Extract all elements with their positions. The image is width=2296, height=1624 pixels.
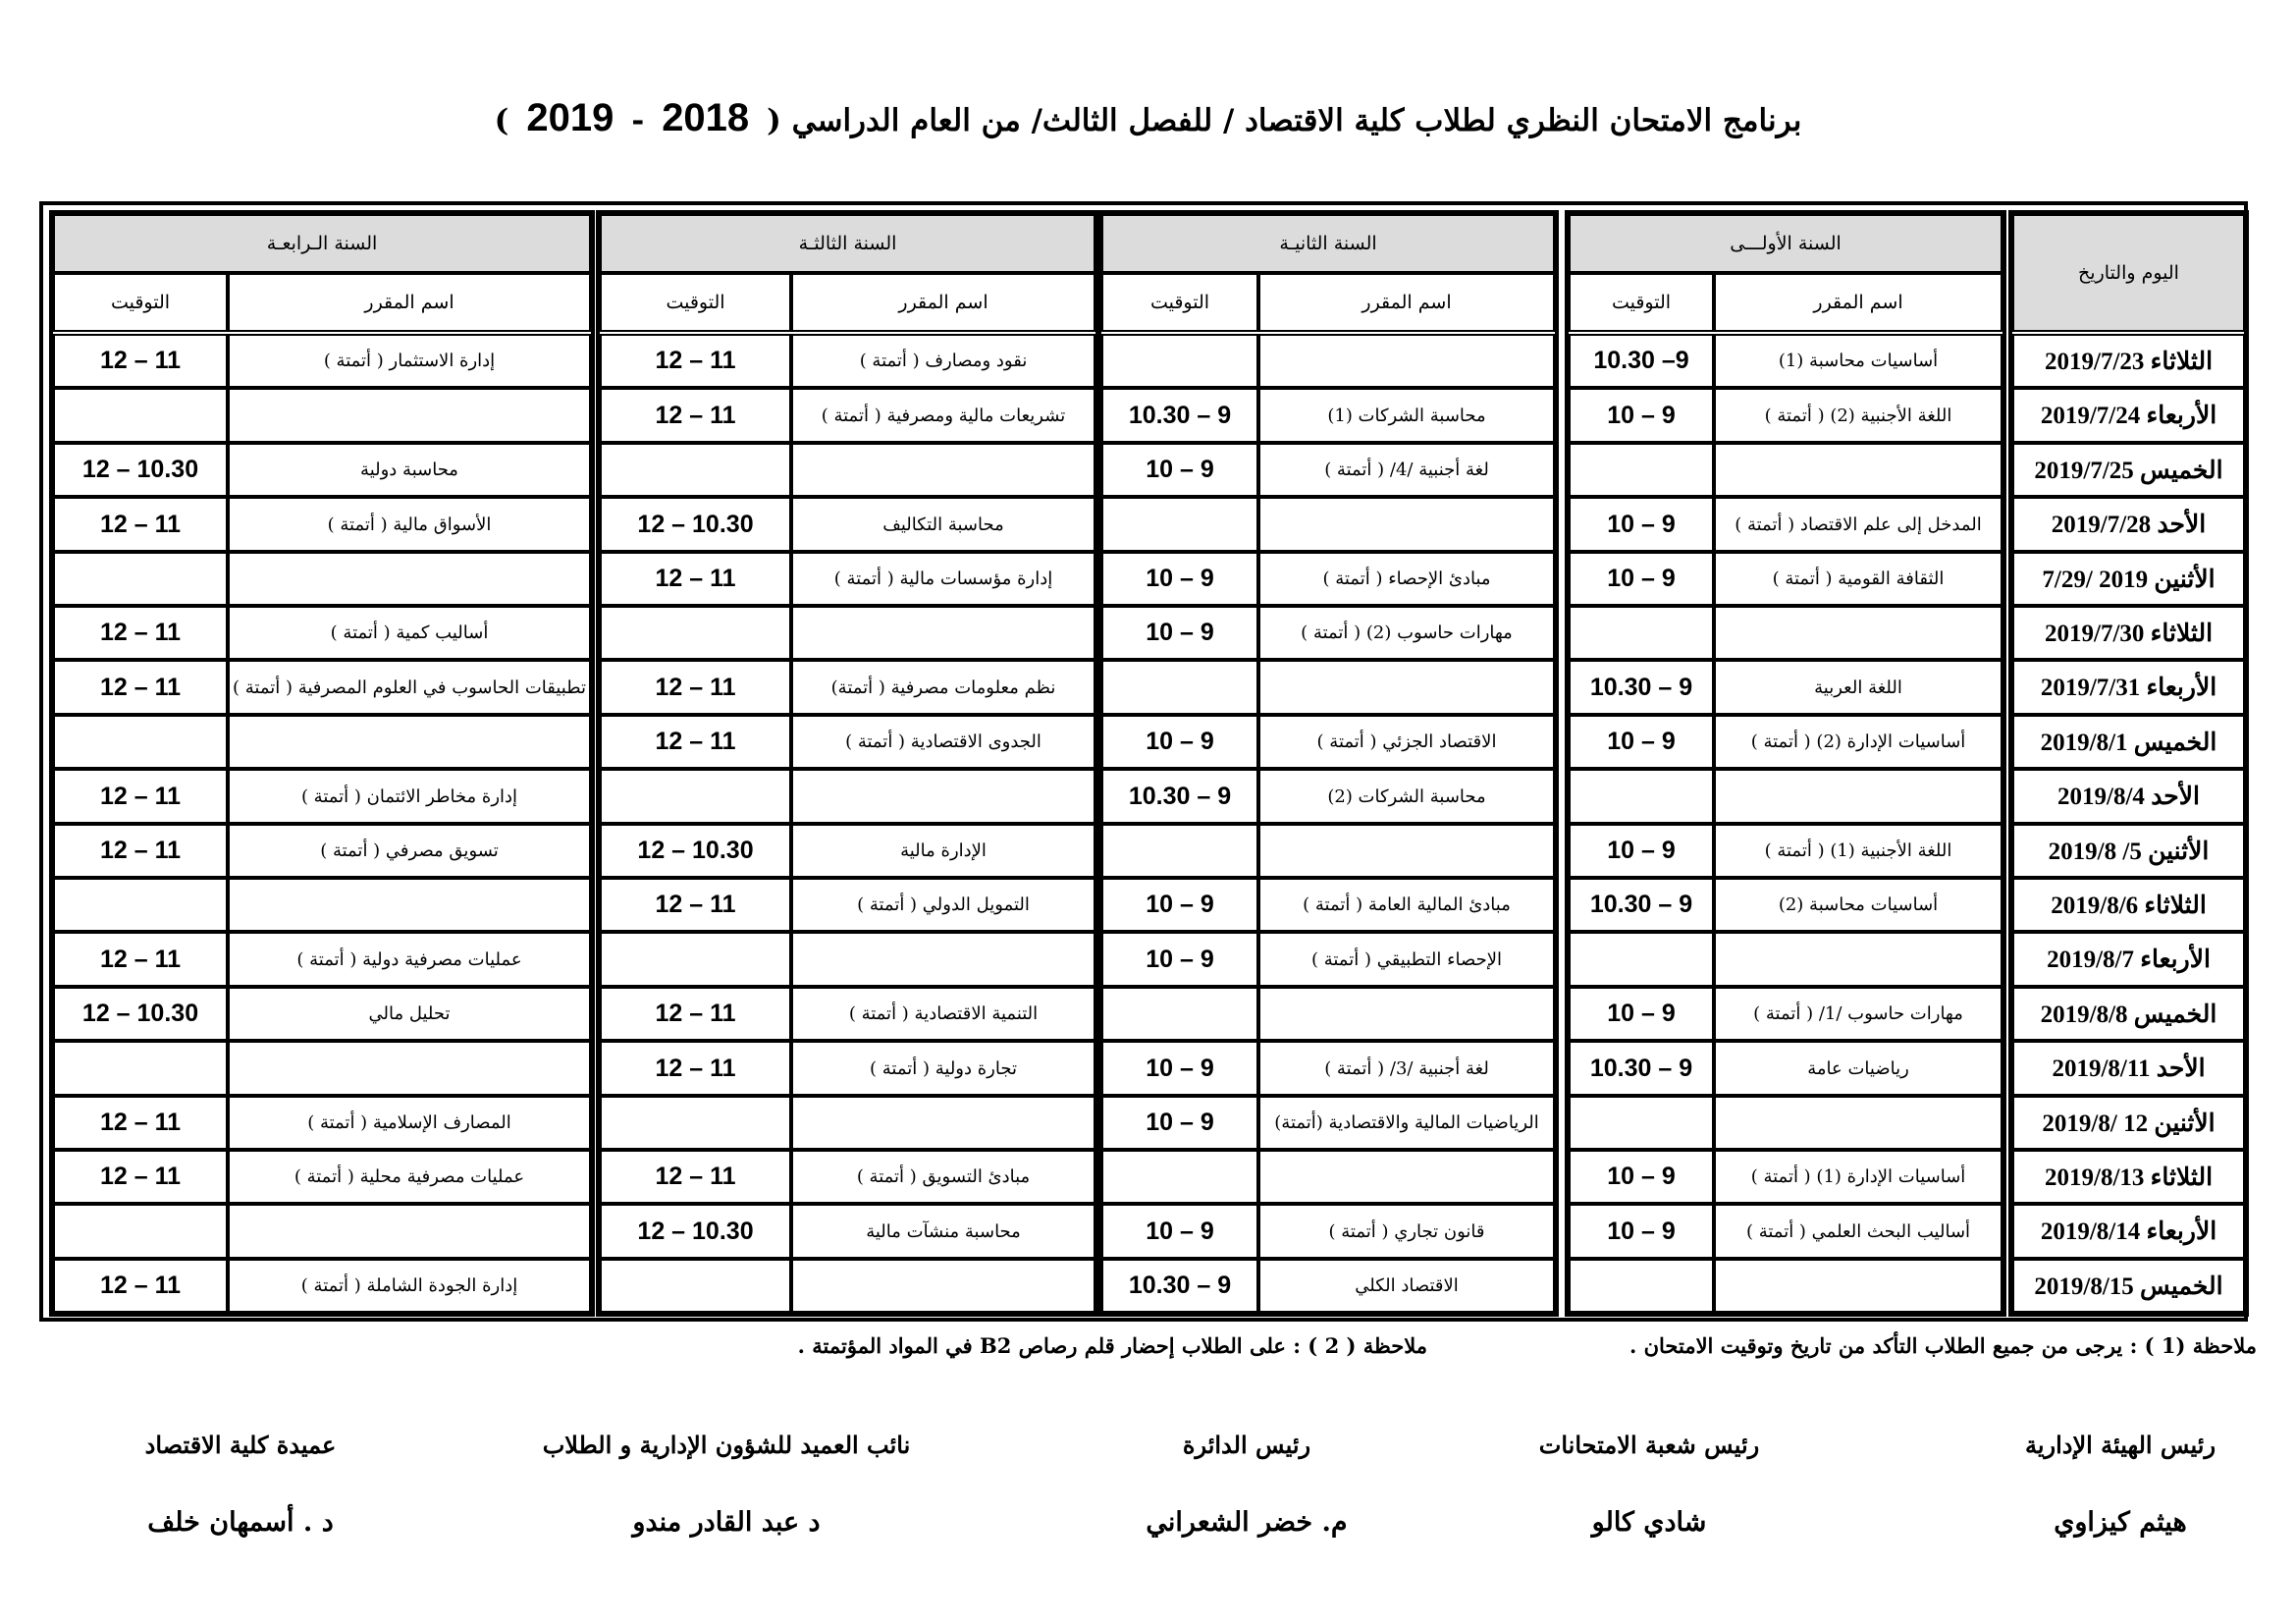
year-1-course-cell (1714, 606, 2002, 660)
signature-name-vice-dean: د عبد القادر مندو (632, 1507, 821, 1538)
year-1-course-cell: اللغة الأجنبية (1) ( أتمتة ) (1714, 824, 2002, 878)
year-2-time-cell: 9 – 10 (1101, 1096, 1258, 1150)
year-1-time-cell (1569, 1096, 1714, 1150)
date-cell: الأحد 2019/8/11 (2012, 1041, 2245, 1096)
year-3-time-cell: 11 – 12 (600, 552, 791, 606)
year-3-course-cell (791, 769, 1095, 824)
year-3-course-cell: الإدارة مالية (791, 824, 1095, 878)
year-4-time-cell: 10.30 – 12 (53, 987, 228, 1041)
year-3-time-cell (600, 606, 791, 660)
year-4-course-cell: إدارة الاستثمار ( أتمتة ) (228, 334, 591, 388)
year-4-course-cell (228, 715, 591, 769)
year-4-time-cell (53, 878, 228, 932)
year-3-time-cell: 11 – 12 (600, 660, 791, 715)
date-cell: الثلاثاء 2019/7/23 (2012, 334, 2245, 388)
year-1-time-cell: 9 – 10 (1569, 1150, 1714, 1204)
year-1-time-cell (1569, 606, 1714, 660)
note-2: ملاحظة ( 2 ) : على الطلاب إحضار قلم رصاص B2 في المواد المؤتمتة . (797, 1333, 1427, 1358)
year-3-course-cell: محاسبة منشآت مالية (791, 1204, 1095, 1259)
year-2-course-cell (1258, 660, 1555, 715)
date-cell: الأحد 2019/7/28 (2012, 497, 2245, 552)
year-1-course-cell: المدخل إلى علم الاقتصاد ( أتمتة ) (1714, 497, 2002, 552)
year-4-course-cell (228, 1041, 591, 1096)
date-cell: الثلاثاء 2019/7/30 (2012, 606, 2245, 660)
date-cell: الأربعاء 2019/7/24 (2012, 388, 2245, 443)
year-2-time-cell: 9 – 10 (1101, 552, 1258, 606)
signature-title-vice-dean: نائب العميد للشؤون الإدارية و الطلاب (542, 1431, 911, 1459)
year-3-time-cell (600, 1259, 791, 1313)
year-1-time-cell (1569, 1259, 1714, 1313)
year-2-time-cell: 9 – 10.30 (1101, 1259, 1258, 1313)
title-year-start: 2018 (662, 96, 750, 139)
date-cell: الخميس 2019/7/25 (2012, 443, 2245, 497)
year-2-course-cell: محاسبة الشركات (1) (1258, 388, 1555, 443)
year-2-course-cell: الإحصاء التطبيقي ( أتمتة ) (1258, 932, 1555, 987)
year-2-course-cell (1258, 334, 1555, 388)
year-3-time-cell: 10.30 – 12 (600, 824, 791, 878)
year-2-course-cell: الاقتصاد الجزئي ( أتمتة ) (1258, 715, 1555, 769)
year-2-course-cell: مبادئ المالية العامة ( أتمتة ) (1258, 878, 1555, 932)
year-1-course-cell: اللغة العربية (1714, 660, 2002, 715)
title-text: برنامج الامتحان النظري لطلاب كلية الاقتصاد / للفصل الثالث/ من العام الدراسي ( (767, 103, 1802, 138)
year-2-time-cell: 9 – 10.30 (1101, 388, 1258, 443)
year-3-course-cell (791, 932, 1095, 987)
exam-schedule-table (39, 201, 2248, 1322)
year-4-time-cell: 11 – 12 (53, 660, 228, 715)
year-1-time-cell: 9 – 10 (1569, 987, 1714, 1041)
year-1-time-cell: 9 – 10 (1569, 552, 1714, 606)
year-4-course-cell (228, 552, 591, 606)
year-1-time-cell: 9 – 10 (1569, 715, 1714, 769)
year-3-course-cell: الجدوى الاقتصادية ( أتمتة ) (791, 715, 1095, 769)
year-2-time-cell: 9 – 10 (1101, 606, 1258, 660)
year-3-course-cell: نظم معلومات مصرفية ( أتمتة) (791, 660, 1095, 715)
date-cell: الأربعاء 2019/8/7 (2012, 932, 2245, 987)
year-1-course-cell: أساسيات محاسبة (1) (1714, 334, 2002, 388)
year-4-time-cell: 11 – 12 (53, 932, 228, 987)
year-4-course-cell: إدارة مخاطر الائتمان ( أتمتة ) (228, 769, 591, 824)
year-3-time-cell: 11 – 12 (600, 987, 791, 1041)
year-2-time-cell (1101, 1150, 1258, 1204)
year-4-time-cell: 11 – 12 (53, 1259, 228, 1313)
year-2-course-cell: لغة أجنبية /4/ ( أتمتة ) (1258, 443, 1555, 497)
year-4-course-cell: محاسبة دولية (228, 443, 591, 497)
year-1-course-cell: أساسيات الإدارة (2) ( أتمتة ) (1714, 715, 2002, 769)
year-2-time-cell: 9 – 10.30 (1101, 769, 1258, 824)
year-1-course-header: اسم المقرر (1714, 273, 2002, 332)
date-cell: الثلاثاء 2019/8/13 (2012, 1150, 2245, 1204)
signature-title-department: رئيس الدائرة (1182, 1431, 1311, 1459)
year-3-course-cell (791, 1096, 1095, 1150)
year-1-course-cell (1714, 443, 2002, 497)
title-year-end: 2019 (526, 96, 614, 139)
year-4-course-cell (228, 1204, 591, 1259)
year-4-time-cell (53, 1041, 228, 1096)
year-4-time-header: التوقيت (53, 273, 228, 332)
year-3-time-header: التوقيت (600, 273, 791, 332)
year-3-time-cell: 11 – 12 (600, 715, 791, 769)
year-3-course-cell: محاسبة التكاليف (791, 497, 1095, 552)
year-2-time-cell (1101, 497, 1258, 552)
year-2-time-cell (1101, 334, 1258, 388)
year-4-time-cell: 10.30 – 12 (53, 443, 228, 497)
year-3-course-cell: التمويل الدولي ( أتمتة ) (791, 878, 1095, 932)
year-1-time-cell: 9 – 10.30 (1569, 878, 1714, 932)
year-1-time-cell: 9 – 10.30 (1569, 1041, 1714, 1096)
year-3-course-cell (791, 1259, 1095, 1313)
year-2-course-cell (1258, 1150, 1555, 1204)
year-3-course-cell: إدارة مؤسسات مالية ( أتمتة ) (791, 552, 1095, 606)
year-2-course-cell (1258, 824, 1555, 878)
year-4-course-cell: عمليات مصرفية محلية ( أتمتة ) (228, 1150, 591, 1204)
year-4-time-cell (53, 1204, 228, 1259)
year-2-time-cell (1101, 660, 1258, 715)
year-4-time-cell (53, 552, 228, 606)
date-cell: الخميس 2019/8/15 (2012, 1259, 2245, 1313)
signature-title-admin-board: رئيس الهيئة الإدارية (2024, 1431, 2216, 1459)
year-1-time-cell: 9 – 10 (1569, 497, 1714, 552)
year-3-time-cell: 11 – 12 (600, 388, 791, 443)
year-4-course-cell: أساليب كمية ( أتمتة ) (228, 606, 591, 660)
year-1-course-cell (1714, 769, 2002, 824)
year-4-course-cell: عمليات مصرفية دولية ( أتمتة ) (228, 932, 591, 987)
signature-title-dean: عميدة كلية الاقتصاد (144, 1431, 337, 1459)
year-3-course-cell: نقود ومصارف ( أتمتة ) (791, 334, 1095, 388)
year-2-time-cell: 9 – 10 (1101, 932, 1258, 987)
year-1-time-header: التوقيت (1569, 273, 1714, 332)
year-3-header: السنة الثالثـة (600, 214, 1095, 273)
year-4-course-header: اسم المقرر (228, 273, 591, 332)
year-1-course-cell (1714, 1259, 2002, 1313)
year-3-course-cell (791, 606, 1095, 660)
note-1: ملاحظة (1 ) : يرجى من جميع الطلاب التأكد من تاريخ وتوقيت الامتحان . (1629, 1333, 2257, 1358)
year-3-time-cell: 11 – 12 (600, 334, 791, 388)
year-1-time-cell (1569, 769, 1714, 824)
year-2-course-cell: الاقتصاد الكلي (1258, 1259, 1555, 1313)
year-3-time-cell: 11 – 12 (600, 1041, 791, 1096)
year-2-time-cell: 9 – 10 (1101, 715, 1258, 769)
year-3-time-cell: 10.30 – 12 (600, 1204, 791, 1259)
date-cell: الأحد 2019/8/4 (2012, 769, 2245, 824)
year-2-header: السنة الثانيـة (1101, 214, 1555, 273)
year-3-time-cell (600, 1096, 791, 1150)
year-2-time-header: التوقيت (1101, 273, 1258, 332)
year-1-course-cell (1714, 932, 2002, 987)
year-1-time-cell: 9– 10.30 (1569, 334, 1714, 388)
year-3-time-cell (600, 769, 791, 824)
signature-name-admin-board: هيثم كيزاوي (2054, 1507, 2187, 1538)
date-cell: الخميس 2019/8/8 (2012, 987, 2245, 1041)
year-4-course-cell: إدارة الجودة الشاملة ( أتمتة ) (228, 1259, 591, 1313)
year-4-course-cell: الأسواق مالية ( أتمتة ) (228, 497, 591, 552)
year-1-course-cell: أساسيات محاسبة (2) (1714, 878, 2002, 932)
year-2-time-cell: 9 – 10 (1101, 1041, 1258, 1096)
year-3-course-cell (791, 443, 1095, 497)
year-1-course-cell: الثقافة القومية ( أتمتة ) (1714, 552, 2002, 606)
year-1-time-cell: 9 – 10.30 (1569, 660, 1714, 715)
year-1-course-cell: أساسيات الإدارة (1) ( أتمتة ) (1714, 1150, 2002, 1204)
year-2-time-cell: 9 – 10 (1101, 878, 1258, 932)
year-1-course-cell: اللغة الأجنبية (2) ( أتمتة ) (1714, 388, 2002, 443)
year-4-time-cell (53, 388, 228, 443)
year-1-course-cell (1714, 1096, 2002, 1150)
date-cell: الأثنين 12 /2019/8 (2012, 1096, 2245, 1150)
year-4-time-cell: 11 – 12 (53, 497, 228, 552)
year-2-course-cell: محاسبة الشركات (2) (1258, 769, 1555, 824)
year-4-time-cell: 11 – 12 (53, 334, 228, 388)
signature-name-exams-section: شادي كالو (1591, 1507, 1707, 1538)
year-3-time-cell: 11 – 12 (600, 1150, 791, 1204)
year-2-course-cell (1258, 497, 1555, 552)
year-3-time-cell: 10.30 – 12 (600, 497, 791, 552)
day-date-header: اليوم والتاريخ (2012, 214, 2245, 332)
year-2-time-cell (1101, 824, 1258, 878)
date-cell: الأثنين 2019 /7/29 (2012, 552, 2245, 606)
date-cell: الأربعاء 2019/8/14 (2012, 1204, 2245, 1259)
signature-name-department: م. خضر الشعراني (1146, 1507, 1348, 1538)
year-4-time-cell: 11 – 12 (53, 824, 228, 878)
year-3-course-cell: تجارة دولية ( أتمتة ) (791, 1041, 1095, 1096)
year-2-course-cell: مهارات حاسوب (2) ( أتمتة ) (1258, 606, 1555, 660)
year-3-time-cell (600, 932, 791, 987)
year-4-course-cell (228, 878, 591, 932)
date-cell: الخميس 2019/8/1 (2012, 715, 2245, 769)
year-4-time-cell: 11 – 12 (53, 1096, 228, 1150)
year-4-time-cell: 11 – 12 (53, 1150, 228, 1204)
year-3-time-cell (600, 443, 791, 497)
title-dash: - (631, 103, 645, 138)
year-3-course-header: اسم المقرر (791, 273, 1095, 332)
year-4-time-cell: 11 – 12 (53, 769, 228, 824)
year-2-course-cell: مبادئ الإحصاء ( أتمتة ) (1258, 552, 1555, 606)
title-close: ) (494, 103, 509, 138)
year-1-time-cell: 9 – 10 (1569, 388, 1714, 443)
year-2-course-cell: قانون تجاري ( أتمتة ) (1258, 1204, 1555, 1259)
year-4-course-cell: تطبيقات الحاسوب في العلوم المصرفية ( أتمتة ) (228, 660, 591, 715)
date-cell: الأربعاء 2019/7/31 (2012, 660, 2245, 715)
year-1-course-cell: رياضيات عامة (1714, 1041, 2002, 1096)
date-cell: الأثنين 5/ 2019/8 (2012, 824, 2245, 878)
year-2-course-cell: لغة أجنبية /3/ ( أتمتة ) (1258, 1041, 1555, 1096)
year-2-course-cell: الرياضيات المالية والاقتصادية (أتمتة) (1258, 1096, 1555, 1150)
year-4-time-cell: 11 – 12 (53, 606, 228, 660)
year-4-course-cell: تسويق مصرفي ( أتمتة ) (228, 824, 591, 878)
year-1-course-cell: أساليب البحث العلمي ( أتمتة ) (1714, 1204, 2002, 1259)
year-2-time-cell (1101, 987, 1258, 1041)
year-1-time-cell (1569, 932, 1714, 987)
date-cell: الثلاثاء 2019/8/6 (2012, 878, 2245, 932)
year-1-course-cell: مهارات حاسوب /1/ ( أتمتة ) (1714, 987, 2002, 1041)
year-3-course-cell: مبادئ التسويق ( أتمتة ) (791, 1150, 1095, 1204)
year-2-time-cell: 9 – 10 (1101, 443, 1258, 497)
page-title (0, 96, 2296, 140)
year-4-course-cell: تحليل مالي (228, 987, 591, 1041)
year-3-course-cell: تشريعات مالية ومصرفية ( أتمتة ) (791, 388, 1095, 443)
year-1-header: السنة الأولـــى (1569, 214, 2002, 273)
signature-title-exams-section: رئيس شعبة الامتحانات (1538, 1431, 1760, 1459)
year-4-course-cell: المصارف الإسلامية ( أتمتة ) (228, 1096, 591, 1150)
year-1-time-cell (1569, 443, 1714, 497)
signature-name-dean: د . أسمهان خلف (147, 1507, 334, 1538)
year-4-header: السنة الـرابعـة (53, 214, 591, 273)
year-4-time-cell (53, 715, 228, 769)
year-4-course-cell (228, 388, 591, 443)
year-3-course-cell: التنمية الاقتصادية ( أتمتة ) (791, 987, 1095, 1041)
year-2-time-cell: 9 – 10 (1101, 1204, 1258, 1259)
year-1-time-cell: 9 – 10 (1569, 824, 1714, 878)
year-2-course-cell (1258, 987, 1555, 1041)
year-2-course-header: اسم المقرر (1258, 273, 1555, 332)
year-3-time-cell: 11 – 12 (600, 878, 791, 932)
year-1-time-cell: 9 – 10 (1569, 1204, 1714, 1259)
